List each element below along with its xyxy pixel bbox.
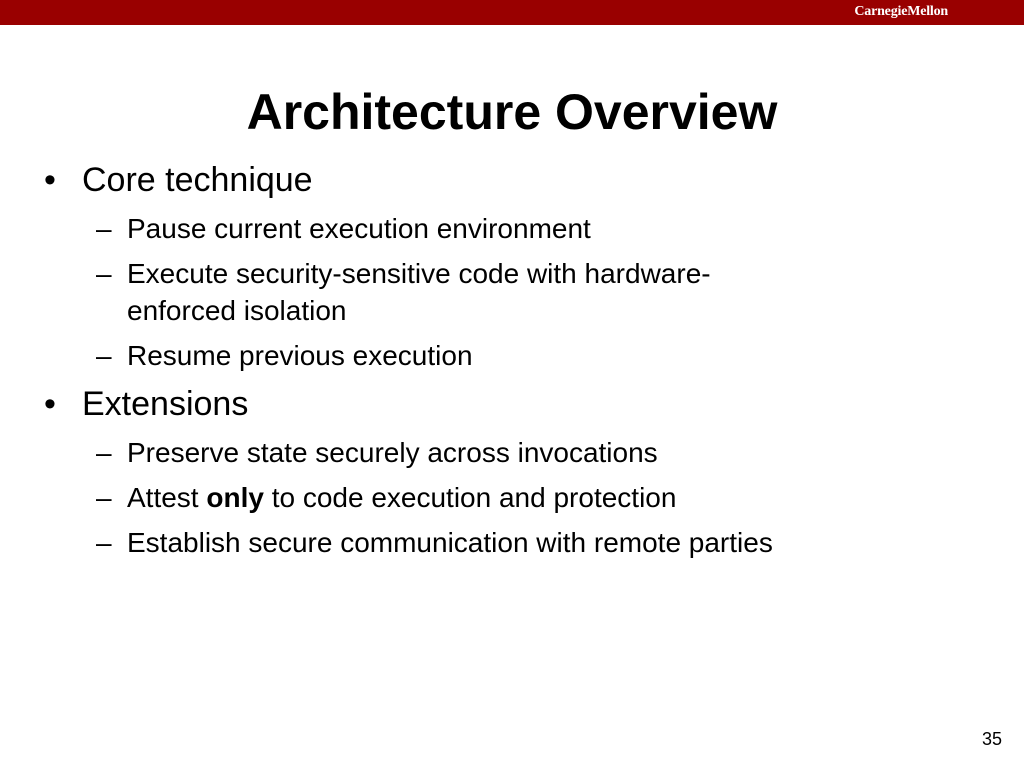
carnegie-mellon-logo: CarnegieMellon: [854, 4, 948, 19]
subitem-text-before: Attest: [127, 482, 207, 513]
bullet-text: Extensions: [82, 385, 249, 423]
subitem-text-after: to code execution and protection: [263, 482, 677, 513]
dash-glyph: –: [96, 437, 112, 468]
subitem-execute-continuation: enforced isolation: [127, 295, 347, 326]
subitem-establish: [96, 523, 773, 563]
dash-glyph: –: [96, 482, 112, 513]
subitem-text: Establish secure communication with remote parties: [127, 527, 773, 558]
subitem-execute: [96, 254, 711, 294]
dash-glyph: –: [96, 340, 112, 371]
subitem-preserve: [96, 433, 658, 473]
subitem-attest: [96, 478, 676, 518]
subitem-pause: [96, 209, 591, 249]
subitem-text-emphasis: only: [206, 482, 264, 513]
subitem-text: Pause current execution environment: [127, 213, 591, 244]
bullet-core-technique: [44, 160, 313, 200]
subitem-text: Resume previous execution: [127, 340, 473, 371]
dash-glyph: –: [96, 258, 112, 289]
slide-title: Architecture Overview: [246, 84, 778, 140]
dash-glyph: –: [96, 527, 112, 558]
subitem-text-line1: Execute security-sensitive code with hardware-: [127, 258, 711, 289]
subitem-text: Preserve state securely across invocations: [127, 437, 658, 468]
bullet-glyph: •: [44, 161, 56, 199]
dash-glyph: –: [96, 213, 112, 244]
subitem-resume: [96, 336, 473, 376]
bullet-text: Core technique: [82, 161, 313, 199]
bullet-extensions: [44, 384, 248, 424]
bullet-glyph: •: [44, 385, 56, 423]
page-number: 35: [981, 729, 1002, 749]
